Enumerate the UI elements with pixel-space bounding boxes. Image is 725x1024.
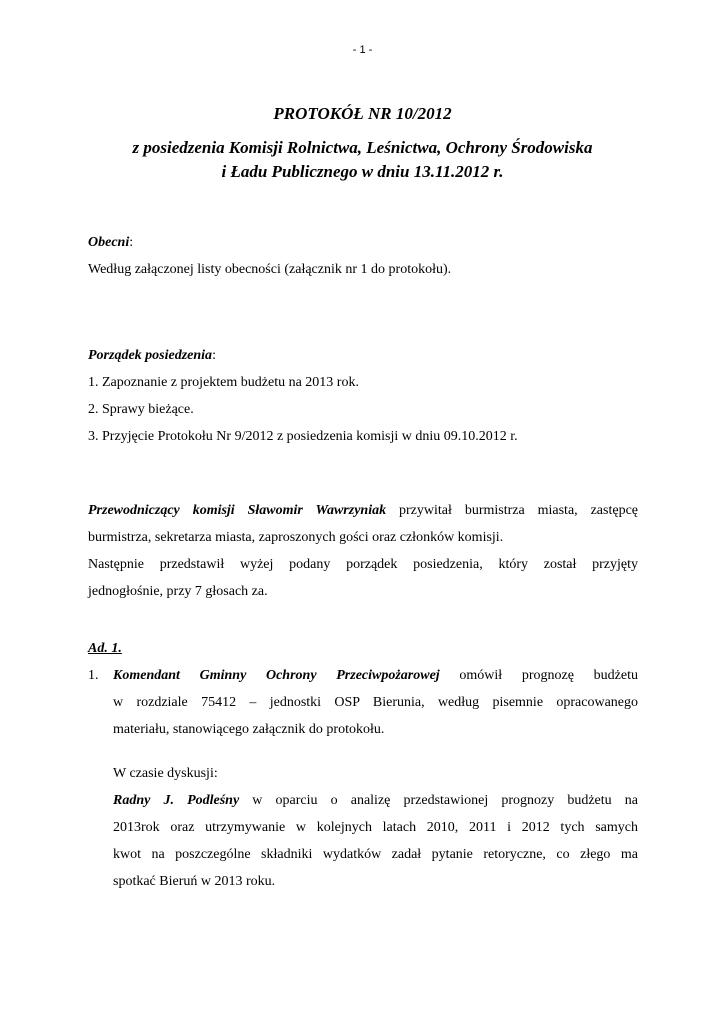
ad1-heading: Ad. 1. bbox=[88, 641, 122, 656]
councillor-name: Radny J. Podleśny bbox=[113, 793, 240, 808]
speaker-name: Komendant Gminny Ochrony Przeciwpożarowej bbox=[113, 668, 440, 683]
point-line-2: w rozdziale 75412 – jednostki OSP Bierunia, według pisemnie opracowanego bbox=[113, 695, 638, 710]
opening-line-1: przywitał burmistrza miasta, zastępcę bbox=[386, 503, 638, 518]
discussion-line-2: 2013rok oraz utrzymywanie w kolejnych latach 2010, 2011 i 2012 tych samych bbox=[113, 820, 638, 835]
ad1-point-1 bbox=[88, 662, 638, 743]
point-line-1: omówił prognozę budżetu bbox=[439, 668, 638, 683]
agenda-item: 2. Sprawy bieżące. bbox=[88, 402, 194, 417]
chairman-name: Przewodniczący komisji Sławomir Wawrzyniak bbox=[88, 503, 387, 518]
attendance-label: Obecni bbox=[88, 235, 130, 250]
opening-paragraph bbox=[88, 497, 638, 605]
opening-line-2: burmistrza, sekretarza miasta, zaproszonych gości oraz członków komisji. bbox=[88, 530, 504, 545]
attendance-section bbox=[88, 229, 638, 283]
page-number: - 1 - bbox=[352, 44, 373, 56]
subtitle-line-2: i Ładu Publicznego w dniu 13.11.2012 r. bbox=[221, 162, 504, 181]
discussion-line-4: spotkać Bieruń w 2013 roku. bbox=[113, 874, 276, 889]
agenda-label: Porządek posiedzenia bbox=[88, 348, 213, 363]
discussion-section bbox=[113, 760, 638, 895]
agenda-colon: : bbox=[212, 348, 216, 363]
attendance-colon: : bbox=[129, 235, 134, 250]
point-number: 1. bbox=[88, 668, 99, 683]
document-title: PROTOKÓŁ NR 10/2012 bbox=[273, 104, 452, 123]
opening-line-3: Następnie przedstawił wyżej podany porządek posiedzenia, który został przyjęty bbox=[88, 557, 638, 572]
subtitle-line-1: z posiedzenia Komisji Rolnictwa, Leśnictwa, Ochrony Środowiska bbox=[132, 138, 593, 157]
opening-line-4: jednogłośnie, przy 7 głosach za. bbox=[88, 584, 268, 599]
discussion-line-1: w oparciu o analizę przedstawionej prognozy budżetu na bbox=[239, 793, 638, 808]
agenda-section bbox=[88, 342, 638, 450]
agenda-item: 3. Przyjęcie Protokołu Nr 9/2012 z posiedzenia komisji w dniu 09.10.2012 r. bbox=[88, 429, 518, 444]
point-line-3: materiału, stanowiącego załącznik do protokołu. bbox=[113, 722, 385, 737]
discussion-intro: W czasie dyskusji: bbox=[113, 766, 218, 781]
discussion-line-3: kwot na poszczególne składniki wydatków zadał pytanie retoryczne, co złego ma bbox=[113, 847, 638, 862]
document-subtitle bbox=[60, 136, 665, 184]
agenda-item: 1. Zapoznanie z projektem budżetu na 2013 rok. bbox=[88, 375, 359, 390]
attendance-text: Według załączonej listy obecności (załącznik nr 1 do protokołu). bbox=[88, 262, 452, 277]
ad1-section bbox=[88, 635, 638, 662]
